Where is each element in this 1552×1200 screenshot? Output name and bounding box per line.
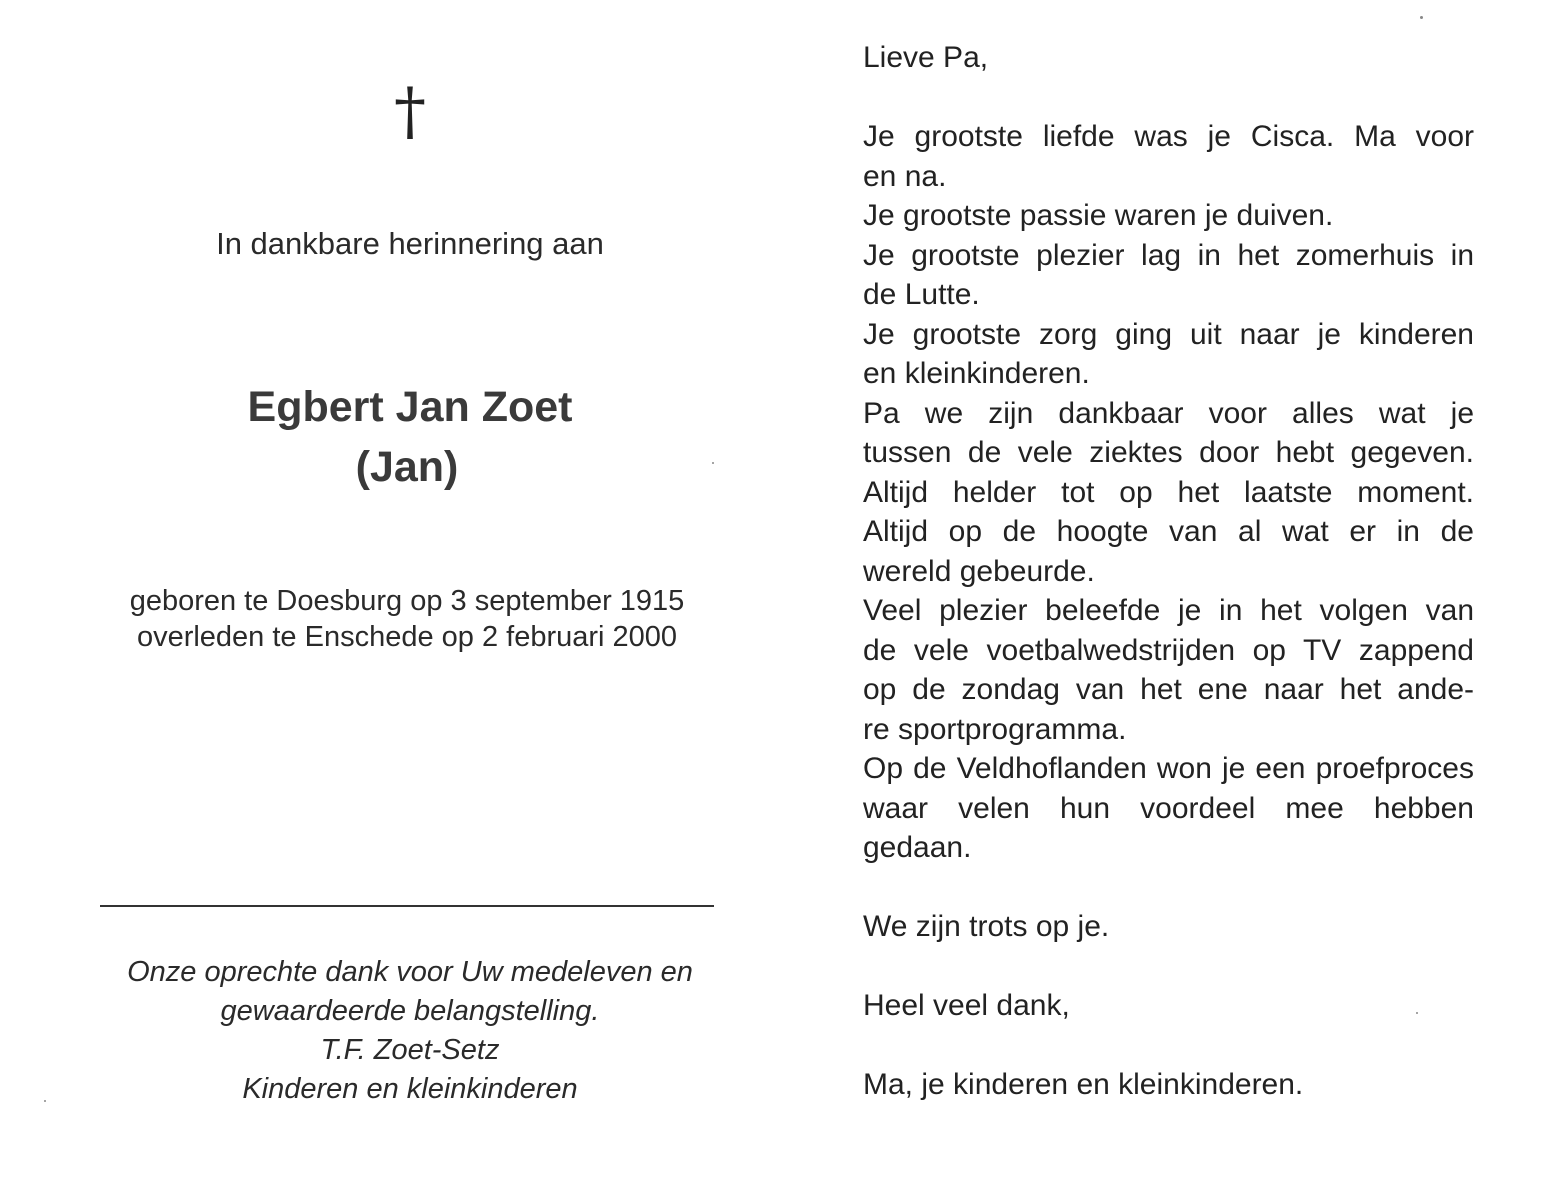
body-line: en kleinkinderen. — [863, 357, 1090, 390]
right-panel — [863, 38, 1474, 1105]
spacer — [863, 1026, 1474, 1066]
spacer — [863, 78, 1474, 118]
thanks-line: gewaardeerde belangstelling. — [220, 995, 600, 1027]
body-line: wereld gebeurde. — [863, 554, 1095, 588]
body-line: Je grootste liefde was je Cisca. Ma voor — [863, 120, 1474, 153]
thanks-line: Onze oprechte dank voor Uw medeleven en — [127, 956, 693, 988]
birth-line: geboren te Doesburg op 3 september 1915 — [129, 585, 685, 617]
body-line: de Lutte. — [863, 278, 980, 311]
signature-line: Ma, je kinderen en kleinkinderen. — [863, 1068, 1304, 1101]
body-line: re sportprogramma. — [863, 712, 1127, 746]
body-line: Veel plezier beleefde je in het volgen van — [863, 594, 1474, 627]
cross-symbol: † — [394, 75, 426, 149]
thanks-line: Kinderen en kleinkinderen — [242, 1073, 578, 1105]
scan-speck — [1416, 1012, 1418, 1014]
scan-speck — [44, 1100, 46, 1102]
body-line: Pa we zijn dankbaar voor alles wat je — [863, 396, 1474, 430]
body-line: de vele voetbalwedstrijden op TV zappend — [863, 633, 1474, 667]
body-line: Op de Veldhoflanden won je een proefproces — [863, 752, 1474, 785]
death-line: overleden te Enschede op 2 februari 2000 — [136, 621, 678, 653]
body-line: gedaan. — [863, 831, 972, 864]
divider-line — [100, 905, 714, 907]
left-panel — [60, 0, 760, 1200]
spacer — [863, 947, 1474, 987]
thanks-line: Heel veel dank, — [863, 989, 1070, 1022]
body-line: Altijd op de hoogte van al wat er in de — [863, 515, 1474, 548]
intro-text: In dankbare herinnering aan — [216, 226, 604, 261]
spacer — [863, 868, 1474, 908]
body-line: waar velen hun voordeel mee hebben — [863, 791, 1474, 825]
body-line: tussen de vele ziektes door hebt gegeven. — [863, 436, 1474, 469]
body-line: Altijd helder tot op het laatste moment. — [863, 475, 1474, 509]
body-line: Je grootste plezier lag in het zomerhuis in — [863, 238, 1474, 272]
body-line: op de zondag van het ene naar het ande- — [863, 673, 1474, 706]
body-line: Je grootste zorg ging uit naar je kinderen — [863, 317, 1474, 351]
salutation: Lieve Pa, — [863, 41, 989, 74]
scan-speck — [712, 462, 714, 464]
body-line: en na. — [863, 159, 947, 193]
pride-line: We zijn trots op je. — [863, 910, 1110, 943]
body-line: Je grootste passie waren je duiven. — [863, 199, 1334, 232]
deceased-name: Egbert Jan Zoet — [247, 383, 573, 431]
scan-speck — [1420, 16, 1423, 19]
thanks-line: T.F. Zoet-Setz — [320, 1034, 500, 1066]
deceased-nickname: (Jan) — [355, 443, 459, 491]
thanks-block — [60, 953, 760, 1109]
